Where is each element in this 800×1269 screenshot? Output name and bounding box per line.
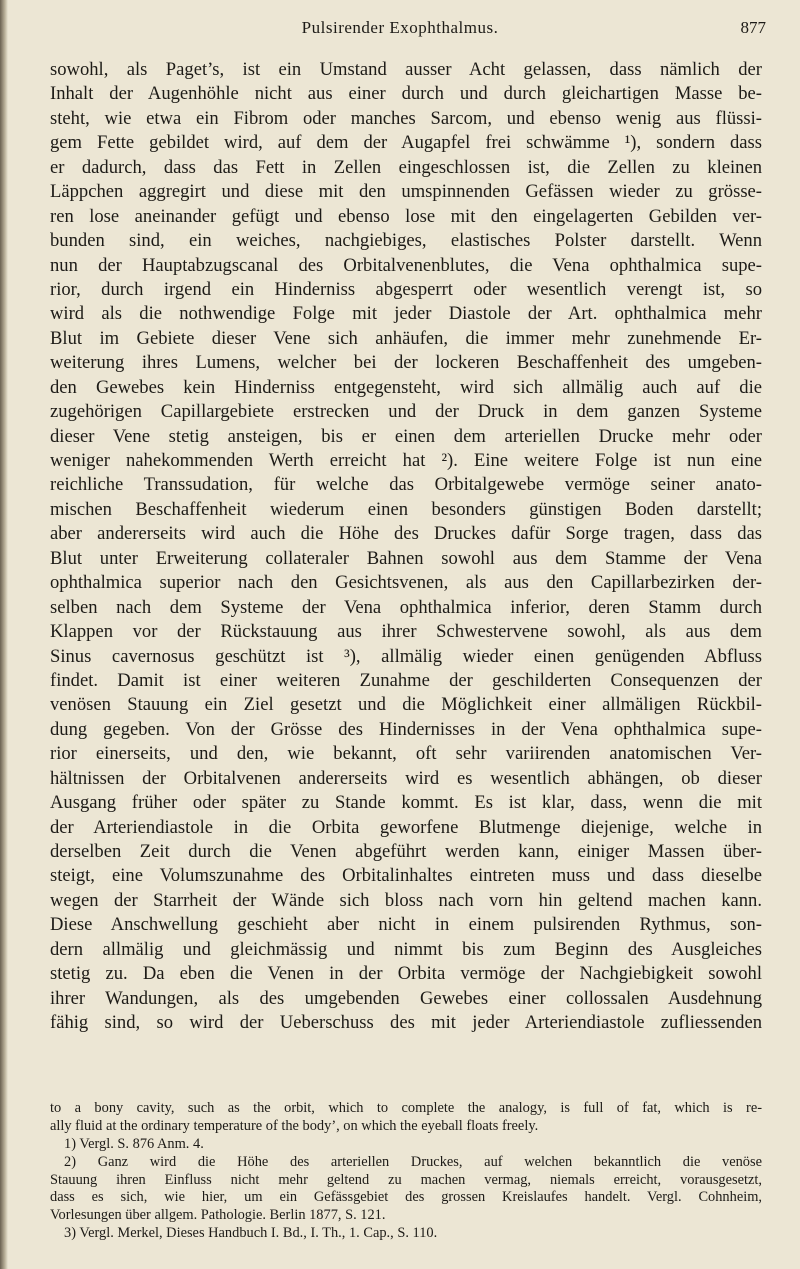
body-line: Inhalt der Augenhöhle nicht aus einer durch und durch gleichartigen Masse be- [50, 83, 762, 105]
running-title: Pulsirender Exophthalmus. [301, 18, 499, 37]
body-line: sowohl, als Paget’s, ist ein Umstand ausser Acht gelassen, dass nämlich der [50, 59, 762, 80]
body-line: dern allmälig und gleichmässig und nimmt bis zum Beginn des Ausgleiches [50, 938, 762, 960]
body-line: wird als die nothwendige Folge mit jeder Diastole der Art. ophthalmica mehr [50, 303, 762, 325]
body-line: aber andererseits wird auch die Höhe des Druckes dafür Sorge tragen, dass das [50, 523, 762, 545]
body-line: der Arteriendiastole in die Orbita geworfene Blutmenge diejenige, welche in [50, 816, 762, 838]
body-line: ihrer Wandungen, als des umgebenden Gewebes einer collossalen Ausdehnung [50, 987, 762, 1009]
footnote-2: 2) Ganz wird die Höhe des arteriellen Druckes, auf welchen bekanntlich die venöse [64, 1153, 762, 1170]
page-edge-shadow [0, 0, 8, 1269]
footnote-line: to a bony cavity, such as the orbit, which to complete the analogy, is full of fat, which is re- [50, 1100, 762, 1116]
body-line: dung gegeben. Von der Grösse des Hindernisses in der Vena ophthalmica supe- [50, 718, 762, 740]
body-line: weniger nahekommenden Werth erreicht hat ²). Eine weitere Folge ist nun eine [50, 450, 762, 471]
body-line: den Gewebes kein Hinderniss entgegensteht, wird sich allmälig auch auf die [50, 376, 762, 398]
body-line: wegen der Starrheit der Wände sich bloss nach vorn hin geltend machen kann. [50, 889, 762, 911]
running-header [0, 18, 800, 44]
body-text [50, 58, 762, 1036]
body-line: dieser Vene stetig ansteigen, bis er einen dem arteriellen Drucke mehr oder [50, 425, 762, 447]
body-line: derselben Zeit durch die Venen abgeführt werden kann, einiger Massen über- [50, 841, 762, 862]
body-line: mischen Beschaffenheit wiederum einen besonders günstigen Boden darstellt; [50, 498, 762, 520]
body-line: steigt, eine Volumszunahme des Orbitalinhaltes eintreten muss und dass dieselbe [50, 865, 762, 887]
footnote-line: dass es sich, wie hier, um ein Gefässgebiet des grossen Kreislaufes handelt. Vergl. Cohnheim, [50, 1189, 762, 1206]
body-line: Blut unter Erweiterung collateraler Bahnen sowohl aus dem Stamme der Vena [50, 547, 762, 569]
footnotes [50, 1100, 762, 1243]
footnote-1: 1) Vergl. S. 876 Anm. 4. [64, 1135, 204, 1152]
page-number: 877 [740, 18, 766, 37]
body-line: Blut im Gebiete dieser Vene sich anhäufen, die immer mehr zunehmende Er- [50, 327, 762, 349]
body-line: rior, durch irgend ein Hinderniss abgesperrt oder wesentlich verengt ist, so [50, 278, 762, 300]
body-line: selben nach dem Systeme der Vena ophthalmica inferior, deren Stamm durch [50, 596, 762, 618]
body-line: ophthalmica superior nach den Gesichtsvenen, als aus den Capillarbezirken der- [50, 572, 762, 594]
body-line: gem Fette gebildet wird, auf dem der Augapfel frei schwämme ¹), sondern dass [50, 132, 762, 154]
body-line: reichliche Transsudation, für welche das Orbitalgewebe vermöge seiner anato- [50, 474, 762, 496]
body-line: Sinus cavernosus geschützt ist ³), allmälig wieder einen genügenden Abfluss [50, 645, 762, 667]
body-line: er dadurch, dass das Fett in Zellen eingeschlossen ist, die Zellen zu kleinen [50, 156, 762, 178]
body-line: stetig zu. Da eben die Venen in der Orbita vermöge der Nachgiebigkeit sowohl [50, 963, 762, 985]
body-line: Klappen vor der Rückstauung aus ihrer Schwestervene sowohl, als aus dem [50, 621, 762, 643]
body-line: hältnissen der Orbitalvenen andererseits wird es wesentlich abhängen, ob dieser [50, 767, 762, 789]
footnote-line: Stauung ihren Einfluss nicht mehr geltend zu machen vermag, niemals erreicht, vorausgesetzt, [50, 1171, 762, 1188]
body-line: Läppchen aggregirt und diese mit den umspinnenden Gefässen wieder zu grösse- [50, 181, 762, 203]
body-line: venösen Stauung ein Ziel gesetzt und die Möglichkeit einer allmäligen Rückbil- [50, 694, 762, 716]
body-line: fähig sind, so wird der Ueberschuss des mit jeder Arteriendiastole zufliessenden [50, 1012, 762, 1034]
footnote-line: ally fluid at the ordinary temperature of the body’, on which the eyeball floats freely. [50, 1117, 539, 1134]
body-line: ren lose aneinander gefügt und ebenso lose mit den eingelagerten Gebilden ver- [50, 205, 762, 227]
body-line: Ausgang früher oder später zu Stande kommt. Es ist klar, dass, wenn die mit [50, 792, 762, 814]
body-line: bunden sind, ein weiches, nachgiebiges, elastisches Polster darstellt. Wenn [50, 230, 762, 252]
body-line: nun der Hauptabzugscanal des Orbitalvenenblutes, die Vena ophthalmica supe- [50, 254, 762, 276]
body-line: steht, wie etwa ein Fibrom oder manches Sarcom, und ebenso wenig aus flüssi- [50, 107, 762, 129]
body-line: findet. Damit ist einer weiteren Zunahme der geschilderten Consequenzen der [50, 669, 762, 691]
footnote-3: 3) Vergl. Merkel, Dieses Handbuch I. Bd., I. Th., 1. Cap., S. 110. [64, 1225, 438, 1242]
body-line: Diese Anschwellung geschieht aber nicht in einem pulsirenden Rythmus, son- [50, 914, 762, 936]
body-line: zugehörigen Capillargebiete erstrecken und der Druck in dem ganzen Systeme [50, 401, 762, 423]
body-line: weiterung ihres Lumens, welcher bei der lockeren Beschaffenheit des umgeben- [50, 352, 762, 374]
footnote-line: Vorlesungen über allgem. Pathologie. Berlin 1877, S. 121. [50, 1207, 386, 1224]
body-line: rior einerseits, und den, wie bekannt, oft sehr variirenden anatomischen Ver- [50, 743, 762, 765]
